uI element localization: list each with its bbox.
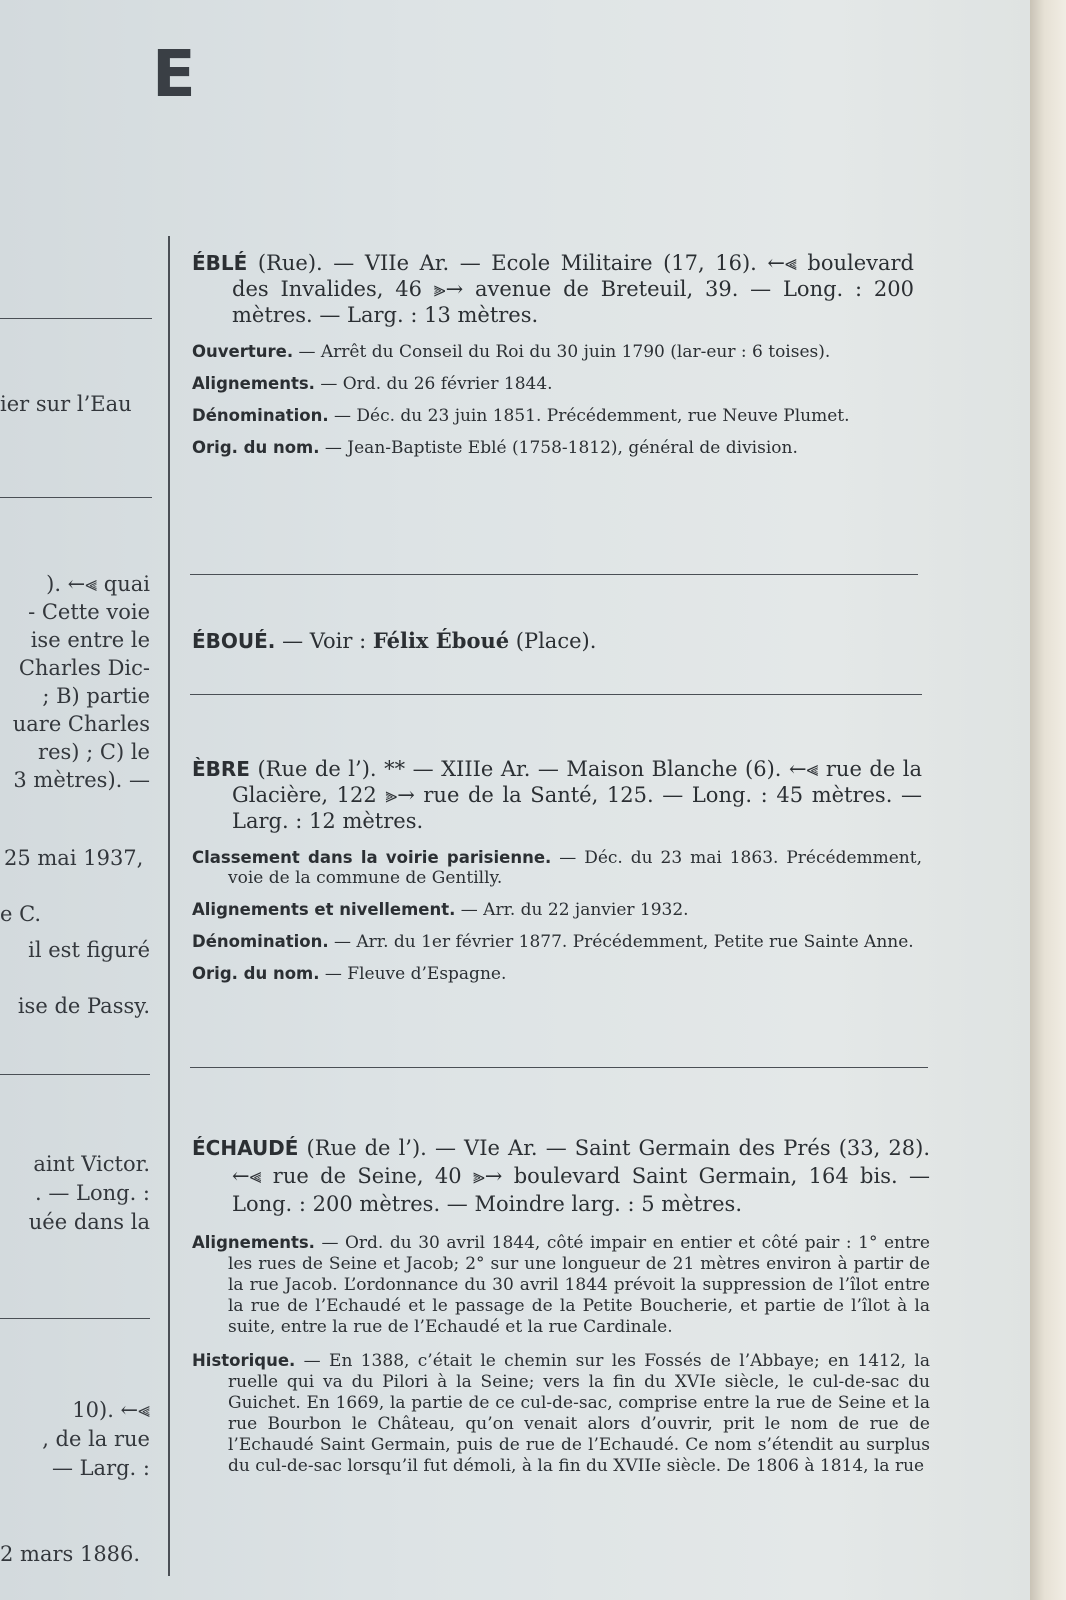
alignements-label: Alignements.: [192, 1233, 315, 1252]
denomination-paragraph: [192, 932, 922, 952]
alignements-paragraph: [192, 374, 914, 394]
left-fragment: — Larg. :: [51, 1456, 150, 1480]
left-fragment: res) ; C) le: [38, 740, 150, 764]
orig-paragraph: [192, 964, 922, 984]
denomination-text: — Arr. du 1er février 1877. Précédemment, Petite rue Sainte Anne.: [328, 932, 914, 952]
denomination-label: Dénomination.: [192, 406, 329, 425]
entry-name: ÉBLÉ: [192, 251, 248, 275]
entry-head-text: (Rue). — VIIe Ar. — Ecole Militaire (17, 16). ←⫷ boulevard des Invalides, 46 ⫸→ avenue de Breteuil, 39. — Long. : 200 mètres. — Larg. : 13 mètres.: [232, 251, 914, 327]
orig-text: — Fleuve d’Espagne.: [319, 964, 507, 984]
orig-paragraph: [192, 438, 914, 458]
entry-ebre: [192, 756, 922, 996]
historique-label: Historique.: [192, 1351, 296, 1370]
left-rule: [0, 1318, 150, 1319]
entry-head: [192, 628, 912, 654]
alignements-label: Alignements et nivellement.: [192, 900, 456, 919]
alignements-paragraph: [192, 900, 922, 920]
left-fragment: il est figuré: [28, 938, 150, 962]
ouverture-label: Ouverture.: [192, 342, 294, 361]
left-fragment: ise de Passy.: [17, 994, 150, 1018]
alignements-label: Alignements.: [192, 374, 315, 393]
left-fragment: Charles Dic-: [18, 656, 150, 680]
left-fragment: 3 mètres). —: [13, 768, 150, 792]
alignements-paragraph: [192, 1232, 930, 1338]
orig-label: Orig. du nom.: [192, 438, 320, 457]
left-fragment: aint Victor.: [33, 1152, 150, 1176]
left-fragment: ; B) partie: [42, 684, 150, 708]
denomination-text: — Déc. du 23 juin 1851. Précédemment, rue Neuve Plumet.: [328, 406, 850, 426]
entry-text-tail: (Place).: [509, 629, 597, 653]
left-fragment: - Cette voie: [28, 600, 150, 624]
left-rule: [0, 497, 152, 498]
left-rule: [0, 1074, 150, 1075]
denomination-label: Dénomination.: [192, 932, 329, 951]
entry-head: [192, 1134, 930, 1218]
left-fragment: 2 mars 1886.: [0, 1542, 141, 1566]
left-fragment: ier sur l’Eau: [0, 392, 132, 416]
left-fragment: , de la rue: [42, 1427, 150, 1451]
entry-separator: [190, 694, 922, 695]
entry-separator: [190, 1067, 928, 1068]
left-rule: [0, 318, 152, 319]
page-edge: [1030, 0, 1066, 1600]
entry-eble: [192, 250, 914, 470]
entry-head-text: (Rue de l’). ** — XIIIe Ar. — Maison Blanche (6). ←⫷ rue de la Glacière, 122 ⫸→ rue de la Santé, 125. — Long. : 45 mètres. — Larg. : 12 mètres.: [232, 757, 922, 833]
left-fragment: ise entre le: [30, 628, 150, 652]
entry-eboue: [192, 628, 912, 668]
column-divider: [168, 236, 170, 1576]
historique-text: — En 1388, c’était le chemin sur les Fossés de l’Abbaye; en 1412, la ruelle qui va du Pilori à la Seine; vers la fin du XVIe siècle, le cul-de-sac du Guichet. En 1669, la partie de ce cul-de-sac, comprise entre la rue de Seine et la rue Bourbon le Château, qu’on venait alors d’ouvrir, prit le nom de rue de l’Echaudé Saint Germain, puis de rue de l’Echaudé. Ce nom s’étendit au surplus du cul-de-sac lorsqu’il fut démoli, à la fin du XVIIe siècle. De 1806 à 1814, la rue: [228, 1351, 930, 1476]
entry-name: ÈBRE: [192, 757, 250, 781]
entry-name: ÉBOUÉ.: [192, 629, 276, 653]
left-fragment: ). ←⫷ quai: [46, 572, 150, 596]
orig-text: — Jean-Baptiste Eblé (1758-1812), général de division.: [319, 438, 798, 458]
entry-head: [192, 756, 922, 834]
left-fragment: e C.: [0, 902, 42, 926]
entry-separator: [190, 574, 918, 575]
left-fragment: . — Long. :: [34, 1181, 150, 1205]
left-fragment: 10). ←⫷: [72, 1398, 150, 1422]
left-fragment: 25 mai 1937,: [4, 846, 144, 870]
ouverture-paragraph: [192, 342, 914, 362]
alignements-text: — Arr. du 22 janvier 1932.: [455, 900, 689, 920]
left-fragment: uare Charles: [12, 712, 150, 736]
entry-name: ÉCHAUDÉ: [192, 1136, 299, 1160]
classement-paragraph: [192, 848, 922, 888]
left-fragment: uée dans la: [28, 1210, 150, 1234]
entry-head: [192, 250, 914, 328]
classement-label: Classement dans la voirie parisienne.: [192, 848, 552, 867]
section-letter: E: [152, 38, 196, 112]
entry-text: — Voir :: [275, 629, 373, 653]
entry-echaude: [192, 1134, 930, 1489]
entry-head-text: (Rue de l’). — VIe Ar. — Saint Germain des Prés (33, 28). ←⫷ rue de Seine, 40 ⫸→ boulevard Saint Germain, 164 bis. — Long. : 200 mètres. — Moindre larg. : 5 mètres.: [232, 1136, 930, 1216]
denomination-paragraph: [192, 406, 914, 426]
alignements-text: — Ord. du 26 février 1844.: [314, 374, 553, 394]
classement-text: — Déc. du 23 mai 1863. Précédemment, voie de la commune de Gentilly.: [228, 848, 922, 888]
ouverture-text: — Arrêt du Conseil du Roi du 30 juin 1790 (lar‑eur : 6 toises).: [293, 342, 831, 362]
cross-reference: Félix Éboué: [372, 628, 510, 653]
alignements-text: — Ord. du 30 avril 1844, côté impair en entier et côté pair : 1° entre les rues de Seine et Jacob; 2° sur une longueur de 21 mètres environ à partir de la rue Jacob. L’ordonnance du 30 avril 1844 prévoit la suppression de l’îlot entre la rue de l’Echaudé et le passage de la Petite Boucherie, et partie de l’îlot à la suite, entre la rue de l’Echaudé et la rue Cardinale.: [228, 1233, 930, 1337]
orig-label: Orig. du nom.: [192, 964, 320, 983]
historique-paragraph: [192, 1350, 930, 1477]
